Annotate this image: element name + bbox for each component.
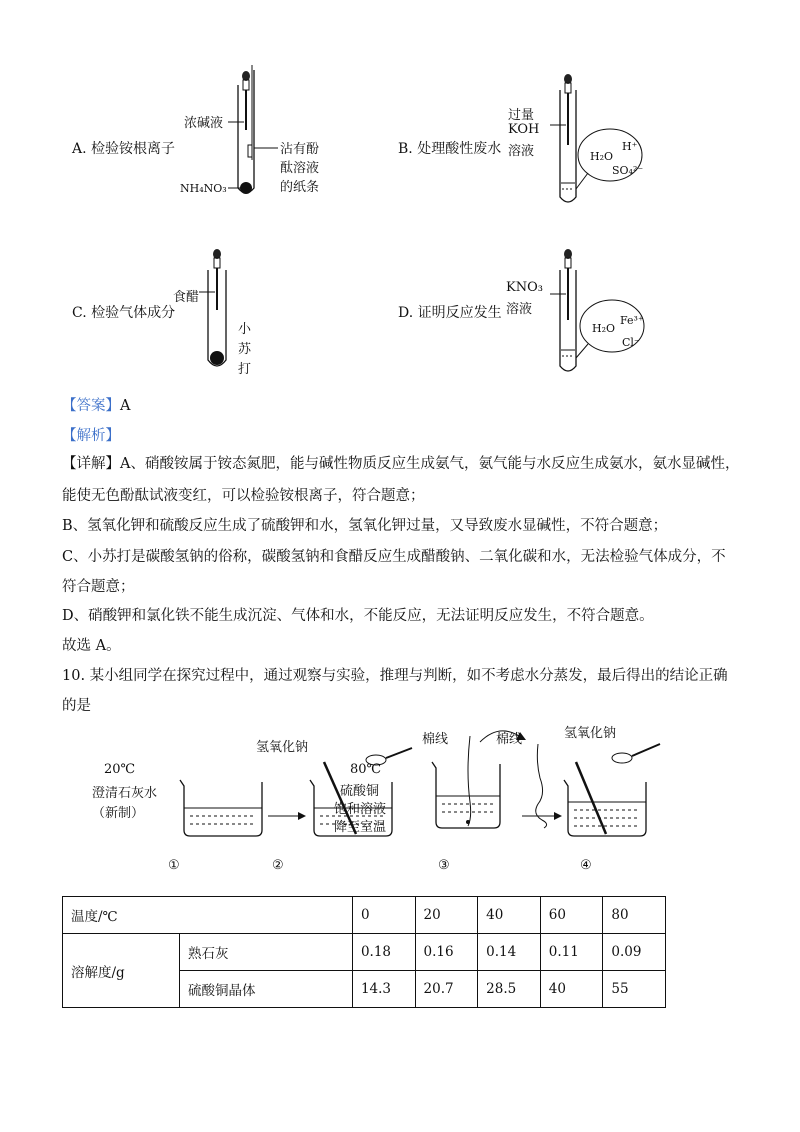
thread-out-icon (536, 744, 547, 828)
option-d-apparatus (540, 240, 660, 380)
detail-line-3: B、氢氧化钾和硫酸反应生成了硫酸钾和水，氢氧化钾过量，又导致废水显碱性，不符合题意； (62, 518, 668, 534)
detail-line-7: 故选 A。 (62, 638, 121, 654)
b1-note: （新制） (92, 806, 145, 821)
solid-icon (210, 351, 224, 365)
value-cell: 20.7 (415, 971, 478, 1008)
option-c-solid-3: 打 (238, 362, 252, 377)
value-cell: 55 (603, 971, 666, 1008)
option-a-label: A. 检验铵根离子 (72, 141, 176, 157)
q10-line-1: 10. 某小组同学在探究过程中，通过观察与实验，推理与判断，如不考虑水分蒸发，最后得出的结论正确 (62, 668, 728, 684)
detail-text-1: A、硝酸铵属于铵态氮肥，能与碱性物质反应生成氨气，氨气能与水反应生成氨水，氨水显碱性， (120, 456, 740, 472)
temp-cell: 0 (352, 897, 415, 934)
spoon-icon (612, 753, 632, 763)
detail-line-6: D、硝酸钾和氯化铁不能生成沉淀、气体和水，不能反应，无法证明反应发生，不符合题意。 (62, 608, 654, 624)
option-c-reagent: 食醋 (173, 290, 200, 305)
beaker-4-icon (564, 780, 646, 836)
q10-line-2: 的是 (62, 698, 91, 714)
value-cell: 0.16 (415, 934, 478, 971)
answer-tag: 【答案】 (62, 398, 120, 414)
temp-header: 温度/℃ (63, 897, 353, 934)
analysis-tag: 【解析】 (62, 428, 120, 444)
option-d-reagent-2: 溶液 (506, 302, 533, 317)
option-c-solid-1: 小 (238, 322, 252, 337)
value-cell: 14.3 (352, 971, 415, 1008)
naoh-label-2: 氢氧化钠 (256, 740, 309, 755)
b3-line-4: 降至室温 (334, 820, 387, 835)
option-b-ion-2: H⁺ (622, 140, 638, 153)
temp-cell: 60 (540, 897, 603, 934)
paper-strip-icon (248, 145, 252, 157)
solubility-table (62, 896, 666, 1008)
temp-cell: 80 (603, 897, 666, 934)
b3-line-3: 饱和溶液 (334, 802, 387, 817)
value-cell: 40 (540, 971, 603, 1008)
table-row (63, 934, 666, 971)
option-d-ion-1: H₂O (592, 322, 616, 335)
value-cell: 0.11 (540, 934, 603, 971)
option-d-ion-2: Fe³⁺ (620, 314, 644, 327)
b3-line-2: 硫酸铜 (340, 784, 380, 799)
option-b-label: B. 处理酸性废水 (398, 141, 502, 157)
value-cell: 0.09 (603, 934, 666, 971)
step-3: ③ (438, 858, 450, 873)
b3-line-1: 80℃ (350, 762, 382, 777)
row-name: 熟石灰 (180, 934, 353, 971)
answer-value: A (120, 398, 131, 414)
naoh-label-4: 氢氧化钠 (564, 726, 617, 741)
b1-name: 澄清石灰水 (92, 786, 158, 801)
beaker-3-icon (432, 762, 500, 828)
option-b-reagent-2: KOH (508, 122, 540, 137)
detail-line-5: 符合题意； (62, 579, 135, 595)
step-1: ① (168, 858, 180, 873)
option-d-label: D. 证明反应发生 (398, 305, 502, 321)
option-b-apparatus (540, 65, 660, 215)
temp-cell: 20 (415, 897, 478, 934)
row-name: 硫酸铜晶体 (180, 971, 353, 1008)
value-cell: 0.18 (352, 934, 415, 971)
option-a-reagent: 浓碱液 (184, 116, 224, 131)
b3-thread-label: 棉线 (422, 732, 449, 747)
detail-line-1 (62, 454, 739, 474)
step-4: ④ (580, 858, 592, 873)
glass-rod-icon (576, 762, 606, 834)
solid-icon (240, 182, 252, 194)
step-2: ② (272, 858, 284, 873)
answer-line (62, 396, 130, 416)
temp-cell: 40 (478, 897, 541, 934)
option-a-paper-3: 的纸条 (280, 180, 320, 195)
option-a-paper-2: 酞溶液 (280, 161, 320, 176)
table-row (63, 897, 666, 934)
value-cell: 28.5 (478, 971, 541, 1008)
detail-line-2: 能使无色酚酞试液变红，可以检验铵根离子，符合题意； (62, 488, 425, 504)
option-b-reagent-3: 溶液 (508, 144, 535, 159)
option-c-solid-2: 苏 (238, 342, 252, 357)
option-d-reagent-1: KNO₃ (506, 280, 543, 295)
option-c-label: C. 检验气体成分 (72, 305, 176, 321)
option-a-paper-1: 沾有酚 (280, 142, 320, 157)
option-b-ion-1: H₂O (590, 150, 614, 163)
detail-line-4: C、小苏打是碳酸氢钠的俗称，碳酸氢钠和食醋反应生成醋酸钠、二氧化碳和水，无法检验气体成分，不 (62, 549, 726, 565)
option-b-reagent-1: 过量 (508, 108, 535, 123)
value-cell: 0.14 (478, 934, 541, 971)
detail-tag: 【详解】 (62, 456, 120, 472)
b1-temp: 20℃ (104, 762, 136, 777)
thread-out-label: 棉线 (496, 732, 523, 747)
solubility-label: 溶解度/g (63, 934, 180, 1008)
option-a-solid: NH₄NO₃ (180, 182, 227, 195)
option-d-ion-3: Cl⁻ (622, 336, 640, 349)
option-b-ion-3: SO₄²⁻ (612, 164, 644, 177)
